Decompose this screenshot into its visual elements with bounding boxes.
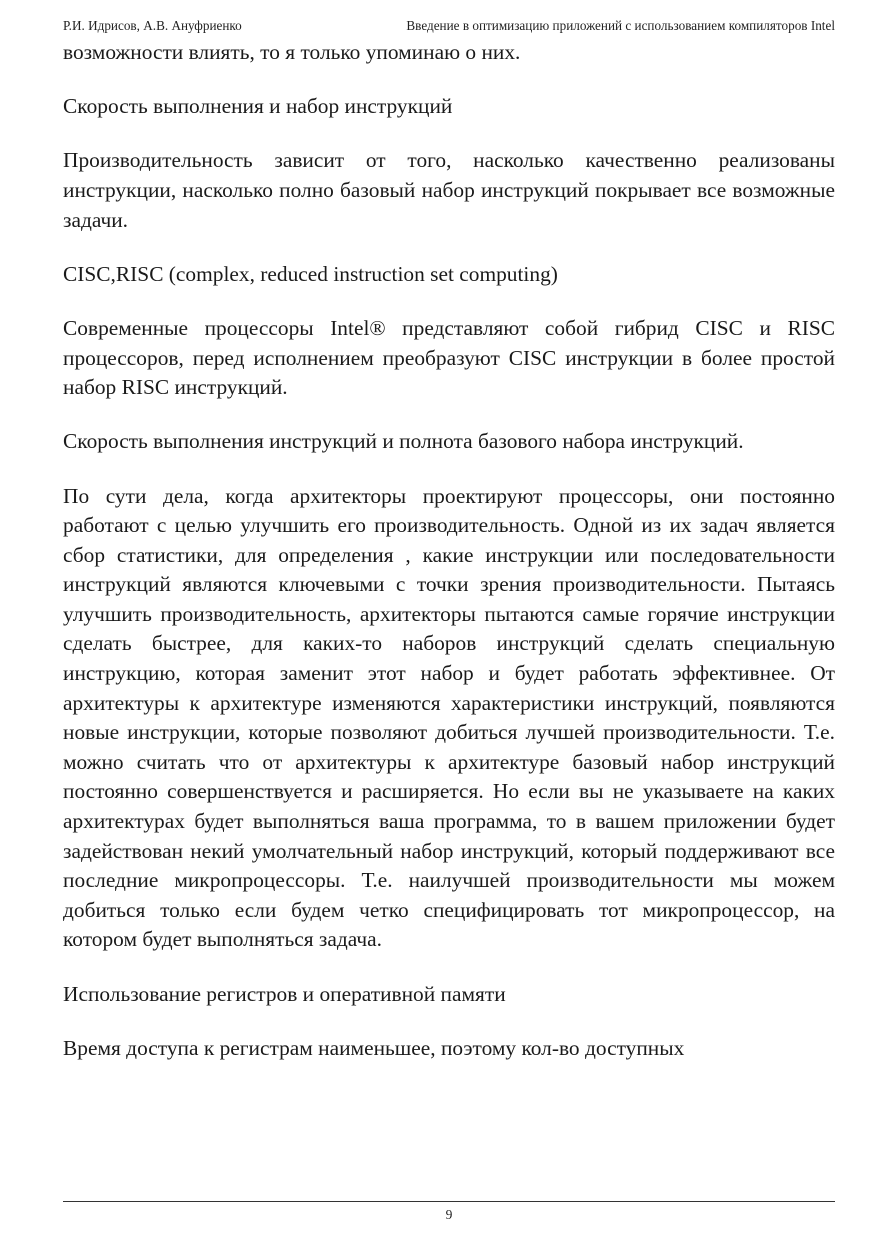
paragraph-modern-processors: Современные процессоры Intel® представляют собой гибрид CISC и RISC процессоров, перед исполнением преобразуют CISC инструкции в более простой набор RISC инструкций. [63,315,835,400]
paragraph-register-access: Время доступа к регистрам наименьшее, поэтому кол-во доступных [63,1035,685,1060]
header-authors: Р.И. Идрисов, А.В. Ануфриенко [63,18,242,33]
page-header [63,16,835,38]
section-heading-speed: Скорость выполнения и набор инструкций [63,94,453,119]
paragraph-instruction-speed: Скорость выполнения инструкций и полнота базового набора инструкций. [63,429,744,454]
section-heading-registers: Использование регистров и оперативной памяти [63,981,506,1006]
paragraph-performance: Производительность зависит от того, насколько качественно реализованы инструкции, насколько полно базовый набор инструкций покрывает все возможные задачи. [63,148,835,232]
page-content [63,38,835,1188]
section-heading-cisc-risc: CISC,RISC (complex, reduced instruction set computing) [63,261,558,286]
paragraph-continuation: возможности влиять, то я только упоминаю о них. [63,40,521,64]
header-book-title: Введение в оптимизацию приложений с использованием компиляторов Intel [406,18,835,33]
footer-divider [63,1201,835,1202]
page-number: 9 [445,1207,453,1222]
paragraph-architects: По сути дела, когда архитекторы проектируют процессоры, они постоянно работают с целью улучшить его производительность. Одной из их задач является сбор статистики, для определения , какие инструкции или последовательности инструкций являются ключевыми с точки зрения производительности. Пытаясь улучшить производительность, архитекторы пытаются самые горячие инструкции сделать быстрее, для каких-то наборов инструкций сделать специальную инструкцию, которая заменит этот набор и будет работать эффективнее. От архитектуры к архитектуре изменяются характеристики инструкций, появляются новые инструкции, которые позволяют добиться лучшей производительности. Т.е. можно считать что от архитектуры к архитектуре базовый набор инструкций постоянно совершенствуется и расширяется. Но если вы не указываете на каких архитектурах будет выполняться ваша программа, то в вашем приложении будет задействован некий умолчательный набор инструкций, который поддерживают все последние микропроцессоры. Т.е. наилучшей производительности мы можем добиться только если будем четко специфицировать тот микропроцессор, на котором будет выполняться задача. [63,483,835,952]
